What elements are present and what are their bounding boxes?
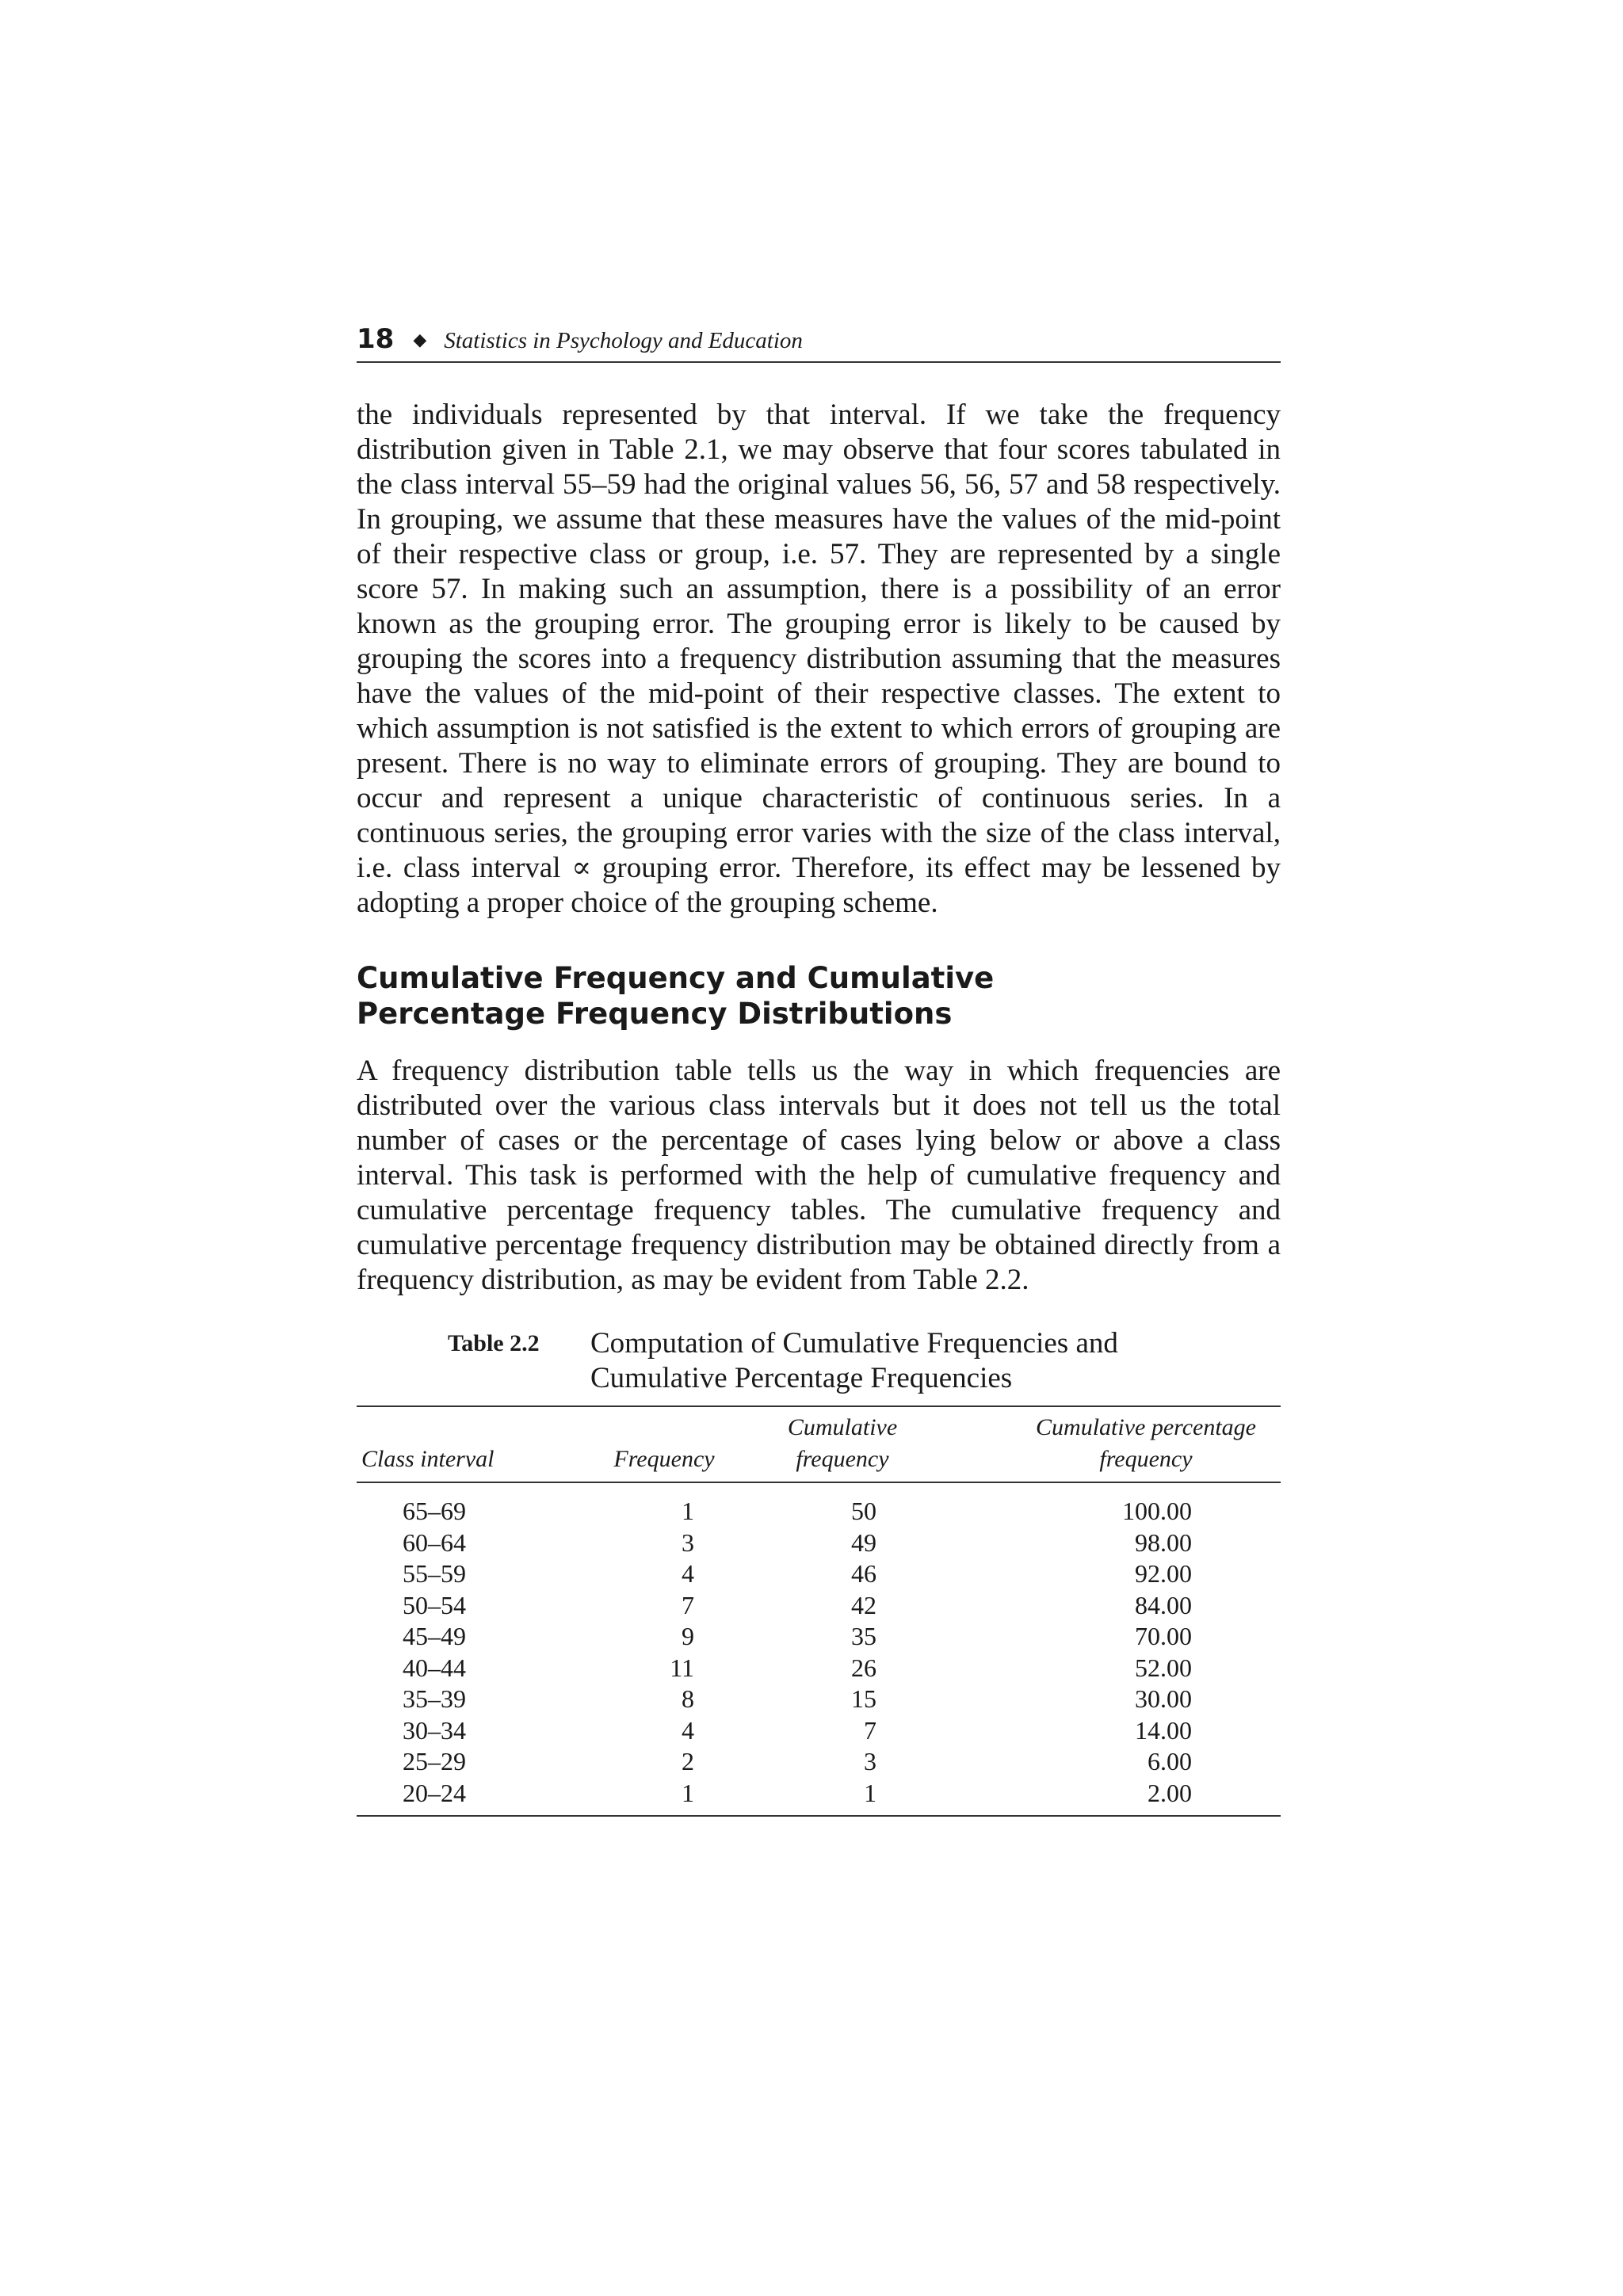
paragraph: A frequency distribution table tells us the way in which frequencies are distributed over the various class intervals but it does not tell us the total number of cases or the percentage of cases lying below or above a class interval. This task is performed with the help of cumulative frequency and cumulative percentage frequency tables. The cumulative frequency and cumulative percentage frequency distribution may be obtained directly from a frequency distribution, as may be evident from Table 2.2. [357, 1055, 1281, 1296]
header-cumulative-frequency [743, 1406, 941, 1482]
cell-frequency: 2 [682, 1747, 694, 1775]
cell-cumulative-percentage: 70.00 [1135, 1622, 1192, 1650]
table-body [357, 1482, 1281, 1816]
table-row [357, 1590, 1281, 1622]
cell-frequency: 8 [682, 1684, 694, 1713]
cell-cumulative-percentage: 2.00 [1148, 1778, 1192, 1807]
paragraph: the individuals represented by that interval. If we take the frequency distribution given in Table 2.1, we may observe that four scores tabulated in the class interval 55–59 had the original values 56, 56, 57 and 58 respectively. In grouping, we assume that these measures have the values of the mid-point of their respective class or group, i.e. 57. They are represented by a single score 57. In making such an assumption, there is a possibility of an error known as the grouping error. The grouping error is likely to be caused by grouping the scores into a frequency distribution assuming that the measures have the values of the mid-point of their respective classes. The extent to which assumption is not satisfied is the extent to which errors of grouping are present. There is no way to eliminate errors of grouping. They are bound to occur and represent a unique characteristic of continuous series. In a continuous series, the grouping error varies with the size of the class interval, i.e. class interval ∝ grouping error. Therefore, its effect may be lessened by adopting a proper choice of the grouping scheme. [357, 399, 1281, 919]
header-cumulative-percentage-text: Cumulative percentage frequency [1036, 1414, 1256, 1472]
section-heading: Cumulative Frequency and Cumulative Percentage Frequency Distributions [357, 961, 995, 1031]
cell-frequency: 4 [682, 1559, 694, 1588]
cell-frequency: 3 [682, 1527, 694, 1557]
cell-cumulative-frequency: 7 [864, 1715, 876, 1745]
cell-cumulative-percentage: 92.00 [1135, 1559, 1192, 1588]
header-frequency: Frequency [613, 1446, 715, 1472]
cell-cumulative-frequency: 35 [851, 1622, 876, 1650]
body-text [357, 398, 1281, 1298]
cell-frequency: 7 [682, 1590, 694, 1619]
cell-cumulative-percentage: 14.00 [1135, 1715, 1192, 1745]
cell-class-interval: 50–54 [403, 1590, 466, 1619]
cell-class-interval: 55–59 [403, 1559, 466, 1588]
cell-cumulative-frequency: 50 [851, 1497, 876, 1525]
cell-cumulative-percentage: 52.00 [1135, 1653, 1192, 1682]
cell-cumulative-frequency: 15 [851, 1684, 876, 1713]
table-row [357, 1527, 1281, 1559]
diamond-separator-icon: ◆ [413, 330, 427, 349]
header-cumulative-frequency-text: Cumulative frequency [787, 1414, 898, 1472]
cell-cumulative-frequency: 3 [864, 1747, 876, 1775]
cell-cumulative-frequency: 46 [851, 1559, 876, 1588]
book-title: Statistics in Psychology and Education [444, 328, 803, 353]
table-row [357, 1778, 1281, 1817]
table-label: Table 2.2 [448, 1330, 540, 1356]
table-row [357, 1558, 1281, 1590]
header-cumulative-percentage [941, 1406, 1281, 1482]
table-row [357, 1684, 1281, 1715]
header-class-interval: Class interval [361, 1446, 495, 1472]
cell-cumulative-percentage: 84.00 [1135, 1590, 1192, 1619]
cell-cumulative-percentage: 6.00 [1148, 1747, 1192, 1775]
table-row [357, 1621, 1281, 1653]
cell-class-interval: 60–64 [403, 1527, 466, 1557]
book-page [357, 323, 1281, 1817]
cell-class-interval: 20–24 [403, 1778, 466, 1807]
table-row [357, 1746, 1281, 1778]
cell-frequency: 1 [682, 1497, 694, 1525]
cumulative-frequency-table [357, 1405, 1281, 1817]
cell-frequency: 1 [682, 1778, 694, 1807]
cell-class-interval: 35–39 [403, 1684, 466, 1713]
cell-cumulative-percentage: 98.00 [1135, 1527, 1192, 1557]
cell-cumulative-frequency: 49 [851, 1527, 876, 1557]
cell-class-interval: 65–69 [403, 1497, 466, 1525]
cell-frequency: 4 [682, 1715, 694, 1745]
cell-cumulative-frequency: 42 [851, 1590, 876, 1619]
cell-cumulative-percentage: 100.00 [1122, 1497, 1192, 1525]
table-caption-text: Computation of Cumulative Frequencies and Cumulative Percentage Frequencies [590, 1327, 1118, 1394]
table-caption [357, 1326, 1281, 1396]
cell-cumulative-frequency: 26 [851, 1653, 876, 1682]
table-row [357, 1482, 1281, 1527]
table-row [357, 1653, 1281, 1684]
cell-cumulative-frequency: 1 [864, 1778, 876, 1807]
cell-class-interval: 45–49 [403, 1622, 466, 1650]
table-header-row [357, 1406, 1281, 1482]
cell-frequency: 11 [670, 1653, 694, 1682]
running-head [357, 323, 1281, 363]
cell-frequency: 9 [682, 1622, 694, 1650]
cell-class-interval: 40–44 [403, 1653, 466, 1682]
cell-class-interval: 25–29 [403, 1747, 466, 1775]
cell-cumulative-percentage: 30.00 [1135, 1684, 1192, 1713]
page-number: 18 [357, 323, 395, 355]
cell-class-interval: 30–34 [403, 1715, 466, 1745]
table-row [357, 1715, 1281, 1747]
